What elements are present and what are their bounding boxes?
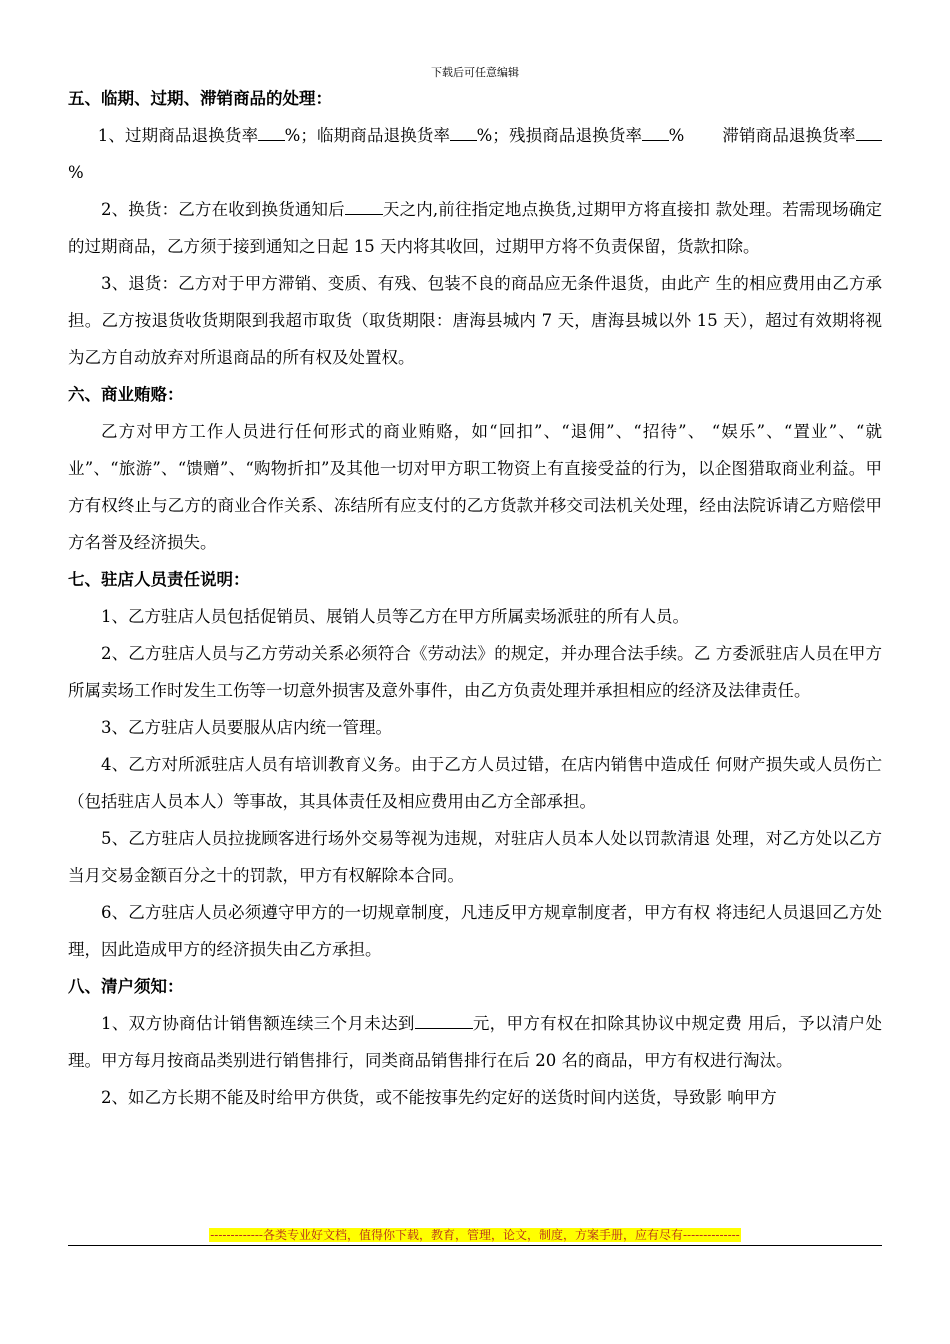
blank-line bbox=[450, 123, 476, 141]
footer-banner-text: -------------各类专业好文档，值得你下载，教育，管理，论文，制度，方案手册，应有尽有-------------- bbox=[210, 1228, 740, 1242]
text-run: 滞销商品退换货率 bbox=[722, 126, 856, 145]
section-6-paragraph: 乙方对甲方工作人员进行任何形式的商业贿赂，如“回扣”、“退佣”、“招待”、 “娱乐”、“置业”、“就业”、“旅游”、“馈赠”、“购物折扣”及其他一切对甲方职工物资上有直接受益的行为，以企图猎取商业利益。甲方有权终止与乙方的商业合作关系、冻结所有应支付的乙方货款并移交司法机关处理，经由法院诉请乙方赔偿甲方名誉及经济损失。 bbox=[68, 422, 882, 552]
blank-line bbox=[415, 1011, 473, 1029]
header-note: 下载后可任意编辑 bbox=[431, 66, 519, 79]
section-8-heading: 八、清户须知： bbox=[68, 977, 184, 996]
section-7-item-4: 4、乙方对所派驻店人员有培训教育义务。由于乙方人员过错，在店内销售中造成任 何财产损失或人员伤亡（包括驻店人员本人）等事故，其具体责任及相应费用由乙方全部承担。 bbox=[68, 755, 882, 811]
footer-banner bbox=[0, 1227, 950, 1243]
section-8-paragraph-2: 2、如乙方长期不能及时给甲方供货，或不能按事先约定好的送货时间内送货，导致影 响甲方 bbox=[101, 1088, 777, 1107]
section-7-item-1: 1、乙方驻店人员包括促销员、展销人员等乙方在甲方所属卖场派驻的所有人员。 bbox=[101, 607, 689, 626]
section-7-item-6: 6、乙方驻店人员必须遵守甲方的一切规章制度，凡违反甲方规章制度者，甲方有权 将违纪人员退回乙方处理，因此造成甲方的经济损失由乙方承担。 bbox=[68, 903, 882, 959]
text-run: 元，甲方有权在扣除其协议中规定费 用后，予以清户处理。甲方每月按商品类别进行销售排行，同类商品销售排行在后 20 名的商品，甲方有权进行淘汰。 bbox=[68, 1014, 882, 1070]
text-run: 1、双方协商估计销售额连续三个月未达到 bbox=[101, 1014, 415, 1033]
section-7-heading: 七、驻店人员责任说明： bbox=[68, 570, 250, 589]
blank-line bbox=[856, 123, 882, 141]
section-7-item-5: 5、乙方驻店人员拉拢顾客进行场外交易等视为违规，对驻店人员本人处以罚款清退 处理，对乙方处以乙方当月交易金额百分之十的罚款，甲方有权解除本合同。 bbox=[68, 829, 882, 885]
section-6-heading: 六、商业贿赂： bbox=[68, 385, 184, 404]
text-run: 2、换货：乙方在收到换货通知后 bbox=[101, 200, 345, 219]
section-8-paragraph-1 bbox=[68, 1005, 882, 1079]
footer-divider bbox=[68, 1245, 882, 1246]
section-5-paragraph-2 bbox=[68, 191, 882, 265]
text-run: %；临期商品退换货率 bbox=[284, 126, 451, 145]
section-5-heading: 五、临期、过期、滞销商品的处理： bbox=[68, 89, 332, 108]
blank-line bbox=[642, 123, 668, 141]
text-run: % bbox=[68, 163, 84, 182]
blank-line bbox=[345, 197, 383, 215]
section-5-paragraph-3: 3、退货：乙方对于甲方滞销、变质、有残、包装不良的商品应无条件退货，由此产 生的相应费用由乙方承担。乙方按退货收货期限到我超市取货（取货期限：唐海县城内 7 天，唐海县城以外 15 天），超过有效期将视为乙方自动放弃对所退商品的所有权及处置权。 bbox=[68, 274, 882, 367]
text-run: 1、过期商品退换货率 bbox=[97, 126, 259, 145]
section-7-item-2: 2、乙方驻店人员与乙方劳动关系必须符合《劳动法》的规定，并办理合法手续。乙 方委派驻店人员在甲方所属卖场工作时发生工伤等一切意外损害及意外事件，由乙方负责处理并承担相应的经济及法律责任。 bbox=[68, 644, 882, 700]
blank-line bbox=[258, 123, 284, 141]
section-7-item-3: 3、乙方驻店人员要服从店内统一管理。 bbox=[101, 718, 392, 737]
document-body bbox=[68, 80, 882, 1116]
section-5-paragraph-1 bbox=[68, 117, 882, 191]
text-run: %；残损商品退换货率 bbox=[476, 126, 643, 145]
text-run: % bbox=[668, 126, 685, 145]
text-run: 天之内,前往指定地点换货,过期甲方将直接扣 款处理。若需现场确定的过期商品，乙方须于接到通知之日起 15 天内将其收回，过期甲方将不负责保留，货款扣除。 bbox=[68, 200, 882, 256]
